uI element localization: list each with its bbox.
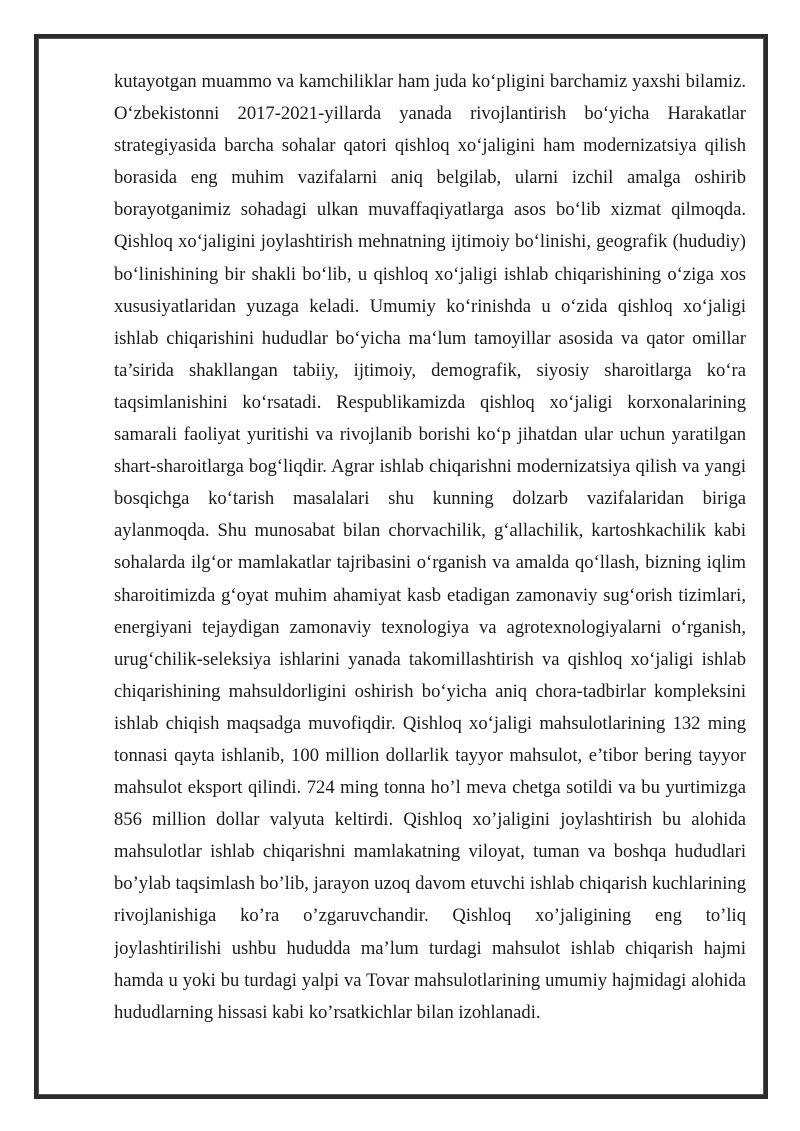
text-line-10: ta’sirida shakllangan tabiiy, ijtimoiy, demografik, siyosiy sharoitlarga ko‘ra xyxy=(114,359,746,381)
text-line-2: O‘zbekistonni 2017-2021-yillarda yanada rivojlantirish bo‘yicha Harakatlar xyxy=(114,103,746,125)
text-line-7: bo‘linishining bir shakli bo‘lib, u qishloq xo‘jaligi ishlab chiqarishining o‘ziga xos xyxy=(114,263,746,285)
body-paragraph xyxy=(114,66,746,1029)
text-line-1: kutayotgan muammo va kamchiliklar ham juda ko‘pligini barchamiz yaxshi bilamiz. xyxy=(114,71,746,92)
text-line-4: borasida eng muhim vazifalarni aniq belgilab, ularni izchil amalga oshirib xyxy=(114,167,746,189)
text-line-18: energiyani tejaydigan zamonaviy texnologiya va agrotexnologiyalarni o‘rganish, xyxy=(114,616,746,638)
text-line-5: borayotganimiz sohadagi ulkan muvaffaqiyatlarga asos bo‘lib xizmat qilmoqda. xyxy=(114,199,746,221)
text-line-15: aylanmoqda. Shu munosabat bilan chorvachilik, g‘allachilik, kartoshkachilik kabi xyxy=(114,520,746,542)
text-line-9: ishlab chiqarishini hududlar bo‘yicha ma‘lum tamoyillar asosida va qator omillar xyxy=(114,327,746,349)
text-line-21: ishlab chiqish maqsadga muvofiqdir. Qishloq xo‘jaligi mahsulotlarining 132 ming xyxy=(114,712,746,734)
text-line-19: urug‘chilik-seleksiya ishlarini yanada takomillashtirish va qishloq xo‘jaligi ishlab xyxy=(114,648,746,670)
text-line-24: 856 million dollar valyuta keltirdi. Qishloq xo’jaligini joylashtirish bu alohida xyxy=(114,809,746,831)
text-line-6: Qishloq xo‘jaligini joylashtirish mehnatning ijtimoiy bo‘linishi, geografik (hududiy) xyxy=(114,231,746,253)
text-line-29: hamda u yoki bu turdagi yalpi va Tovar mahsulotlarining umumiy hajmidagi alohida xyxy=(114,969,746,991)
text-line-25: mahsulotlar ishlab chiqarishni mamlakatning viloyat, tuman va boshqa hududlari xyxy=(114,841,746,863)
text-line-30: hududlarning hissasi kabi ko’rsatkichlar bilan izohlanadi. xyxy=(114,1001,541,1023)
text-line-3: strategiyasida barcha sohalar qatori qishloq xo‘jaligini ham modernizatsiya qilish xyxy=(114,135,746,157)
text-line-17: sharoitimizda g‘oyat muhim ahamiyat kasb etadigan zamonaviy sug‘orish tizimlari, xyxy=(114,584,746,606)
text-line-26: bo’ylab taqsimlash bo’lib, jarayon uzoq davom etuvchi ishlab chiqarish kuchlarining xyxy=(114,873,746,895)
text-line-12: samarali faoliyat yuritishi va rivojlanib borishi ko‘p jihatdan ular uchun yaratilgan xyxy=(114,424,746,446)
text-line-8: xususiyatlaridan yuzaga keladi. Umumiy ko‘rinishda u o‘zida qishloq xo‘jaligi xyxy=(114,295,746,317)
text-line-11: taqsimlanishini ko‘rsatadi. Respublikamizda qishloq xo‘jaligi korxonalarining xyxy=(114,391,746,413)
text-line-22: tonnasi qayta ishlanib, 100 million dollarlik tayyor mahsulot, e’tibor bering tayyor xyxy=(114,744,746,766)
text-line-14: bosqichga ko‘tarish masalalari shu kunning dolzarb vazifalaridan biriga xyxy=(114,488,746,510)
text-line-28: joylashtirilishi ushbu hududda ma’lum turdagi mahsulot ishlab chiqarish hajmi xyxy=(114,937,746,959)
text-line-23: mahsulot eksport qilindi. 724 ming tonna ho’l meva chetga sotildi va bu yurtimizga xyxy=(114,777,746,799)
text-line-16: sohalarda ilg‘or mamlakatlar tajribasini o‘rganish va amalda qo‘llash, bizning iqlim xyxy=(114,552,746,574)
text-line-20: chiqarishining mahsuldorligini oshirish bo‘yicha aniq chora-tadbirlar kompleksini xyxy=(114,680,746,702)
text-line-27: rivojlanishiga ko’ra o’zgaruvchandir. Qishloq xo’jaligining eng to’liq xyxy=(114,905,746,927)
text-line-13: shart-sharoitlarga bog‘liqdir. Agrar ishlab chiqarishni modernizatsiya qilish va yangi xyxy=(114,456,746,478)
